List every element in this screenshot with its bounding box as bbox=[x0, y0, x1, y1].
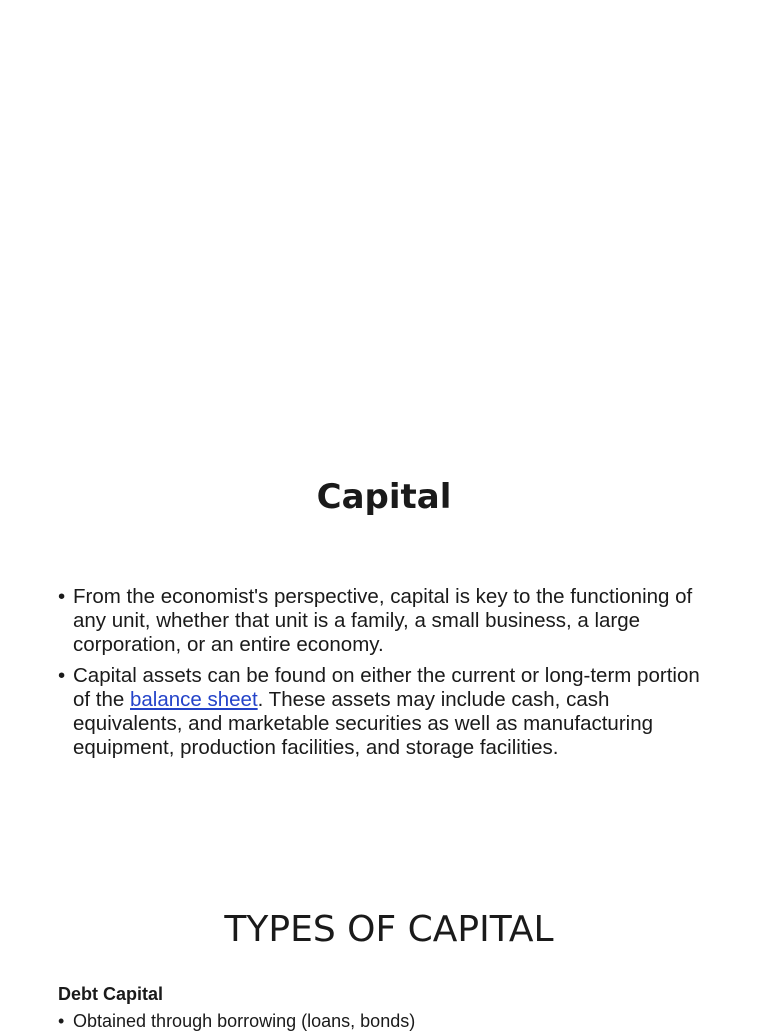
debt-capital-item-text: Obtained through borrowing (loans, bonds) bbox=[73, 1011, 416, 1031]
bullet-text-after: . These assets may include cash, cash equivalents, and marketable securities as well as manufacturing equipment, production facilities, and storage facilities. bbox=[73, 688, 653, 759]
bullet-icon: • bbox=[58, 664, 66, 687]
list-item bbox=[58, 664, 718, 760]
bullet-text-before: Capital assets can be found on either the current or long-term portion of the bbox=[73, 664, 700, 711]
debt-capital-list bbox=[58, 1010, 718, 1032]
list-item bbox=[58, 1010, 718, 1032]
bullet-icon: • bbox=[58, 585, 66, 608]
types-of-capital-heading: TYPES OF CAPITAL bbox=[224, 909, 554, 950]
bullet-icon: • bbox=[58, 1011, 65, 1031]
debt-capital-label: Debt Capital bbox=[58, 984, 164, 1004]
capital-bullet-list bbox=[58, 585, 718, 767]
list-item bbox=[58, 585, 718, 657]
balance-sheet-link[interactable]: balance sheet bbox=[130, 688, 258, 711]
slide-title: Capital bbox=[316, 477, 452, 517]
bullet-text: From the economist's perspective, capital is key to the functioning of any unit, whether that unit is a family, a small business, a large corporation, or an entire economy. bbox=[73, 585, 693, 656]
